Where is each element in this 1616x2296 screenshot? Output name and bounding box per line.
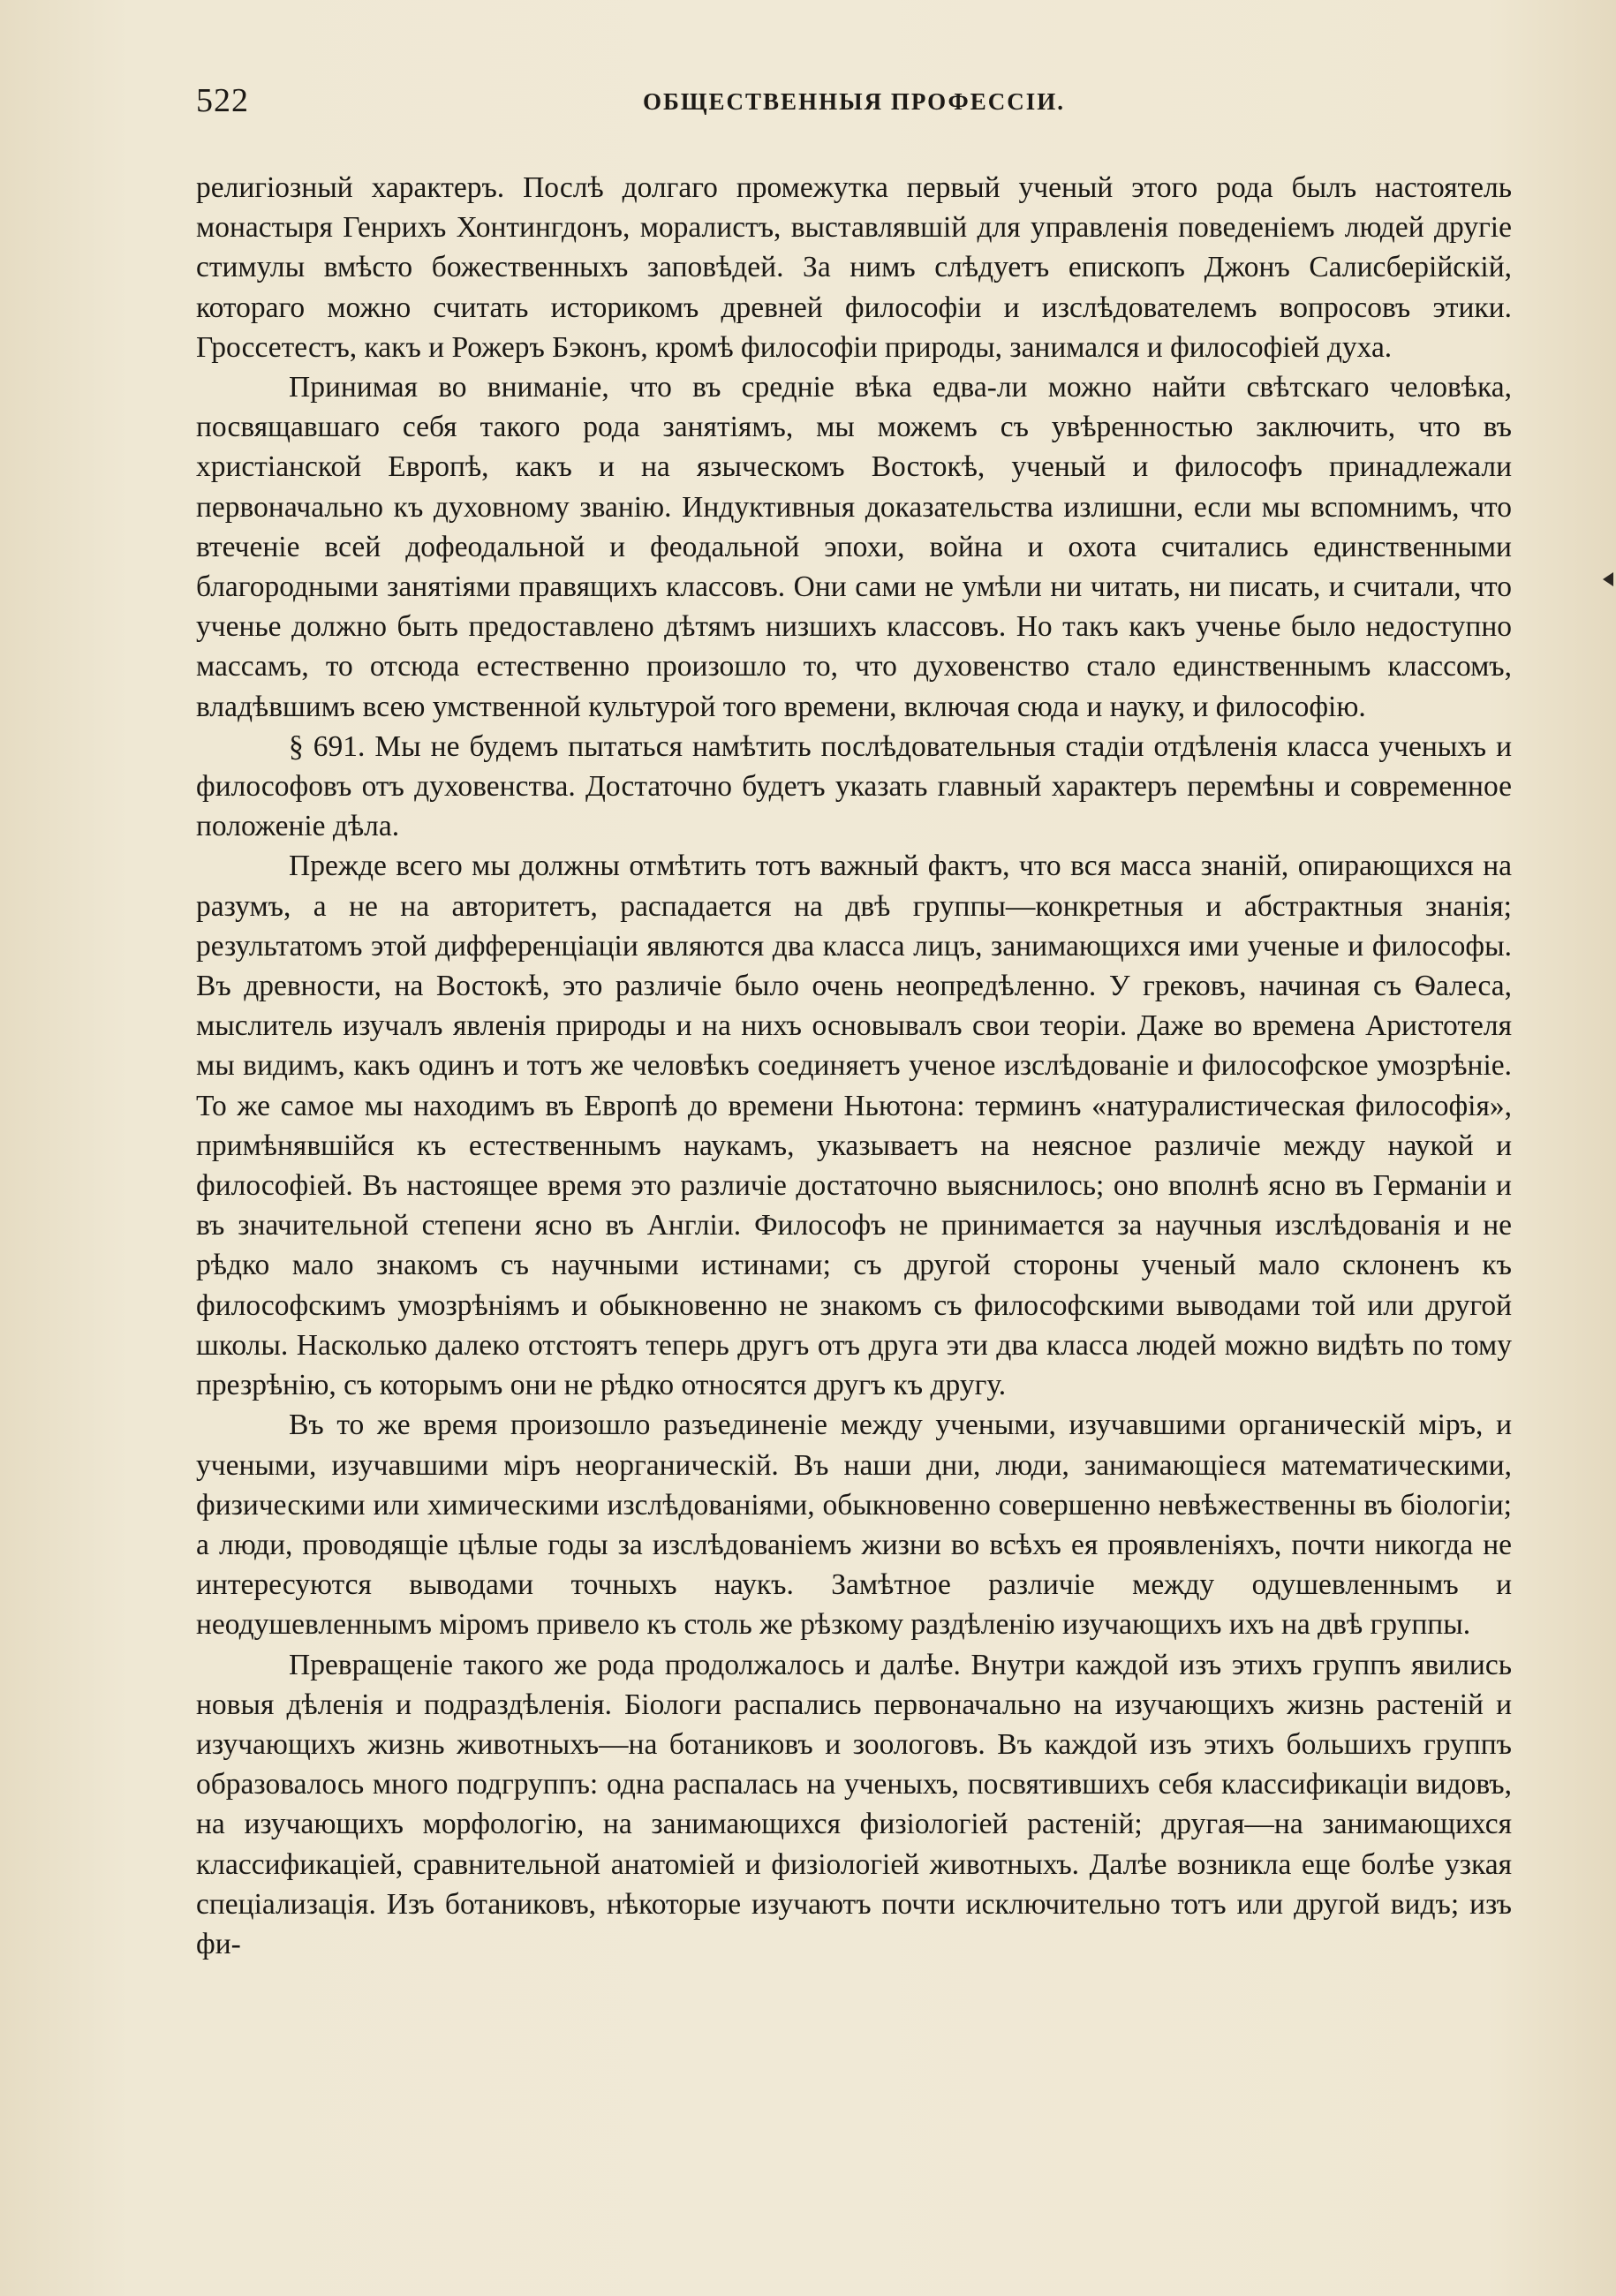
- page-number: 522: [196, 82, 249, 119]
- page-header: [196, 81, 1512, 124]
- paragraph-4: Прежде всего мы должны отмѣтить тотъ важный фактъ, что вся масса знаній, опирающихся на разумъ, а не на авторитетъ, распадается на двѣ группы—конкретныя и абстрактныя знанія; результатомъ этой дифференціаціи являются два класса лицъ, занимающихся ими ученые и философы. Въ древности, на Востокѣ, это различіе было очень неопредѣленно. У грековъ, начиная съ Ѳалеса, мыслитель изучалъ явленія природы и на нихъ основывалъ свои теоріи. Даже во времена Аристотеля мы видимъ, какъ одинъ и тотъ же человѣкъ соединяетъ ученое изслѣдованіе и философское умозрѣніе. То же самое мы находимъ въ Европѣ до времени Ньютона: терминъ «натуралистическая философія», примѣнявшійся къ естественнымъ наукамъ, указываетъ на неясное различіе между наукой и философіей. Въ настоящее время это различіе достаточно выяснилось; оно вполнѣ ясно въ Германіи и въ значительной степени ясно въ Англіи. Философъ не принимается за научныя изслѣдованія и не рѣдко мало знакомъ съ научными истинами; съ другой стороны ученый мало склоненъ къ философскимъ умозрѣніямъ и обыкновенно не знакомъ съ философскими выводами той или другой школы. Насколько далеко отстоятъ теперь другъ отъ друга эти два класса людей можно видѣть по тому презрѣнію, съ которымъ они не рѣдко относятся другъ къ другу.: [196, 850, 1512, 1402]
- paragraph-5: Въ то же время произошло разъединеніе между учеными, изучавшими органическій міръ, и учеными, изучавшими міръ неорганическій. Въ наши дни, люди, занимающіеся математическими, физическими или химическими изслѣдованіями, обыкновенно совершенно невѣжественны въ біологіи; а люди, проводящіе цѣлые годы за изслѣдованіемъ жизни во всѣхъ ея проявленіяхъ, почти никогда не интересуются выводами точныхъ наукъ. Замѣтное различіе между одушевленнымъ и неодушевленнымъ міромъ привело къ столь же рѣзкому раздѣленію изучающихъ ихъ на двѣ группы.: [196, 1409, 1512, 1642]
- paragraph-6: Превращеніе такого же рода продолжалось и далѣе. Внутри каждой изъ этихъ группъ явились новыя дѣленія и подраздѣленія. Біологи распались первоначально на изучающихъ жизнь растеній и изучающихъ жизнь животныхъ—на ботаниковъ и зоологовъ. Въ каждой изъ этихъ большихъ группъ образовалось много подгруппъ: одна распалась на ученыхъ, посвятившихъ себя классификаціи видовъ, на изучающихъ морфологію, на занимающихся физіологіей растеній; другая—на занимающихся классификаціей, сравнительной анатоміей и физіологіей животныхъ. Далѣе возникла еще болѣе узкая спеціализація. Изъ ботаниковъ, нѣкоторые изучаютъ почти исключительно тотъ или другой видъ; изъ фи-: [196, 1648, 1512, 1960]
- running-title: ОБЩЕСТВЕННЫЯ ПРОФЕССІИ.: [643, 88, 1065, 115]
- paragraph-2: Принимая во вниманіе, что въ средніе вѣка едва-ли можно найти свѣтскаго человѣка, посвящавшаго себя такого рода занятіямъ, мы можемъ съ увѣренностью заключить, что въ христіанской Европѣ, какъ и на языческомъ Востокѣ, ученый и философъ принадлежали первоначально къ духовному званію. Индуктивныя доказательства излишни, если мы вспомнимъ, что втеченіе всей дофеодальной и феодальной эпохи, война и охота считались единственными благородными занятіями правящихъ классовъ. Они сами не умѣли ни читать, ни писать, и считали, что ученье должно быть предоставлено дѣтямъ низшихъ классовъ. Но такъ какъ ученье было недоступно массамъ, то отсюда естественно произошло то, что духовенство стало единственнымъ классомъ, владѣвшимъ всею умственной культурой того времени, включая сюда и науку, и философію.: [196, 371, 1512, 723]
- body-text: [196, 168, 1512, 1964]
- page-edge-arrow-icon: [1603, 572, 1613, 586]
- paragraph-3-section-691: § 691. Мы не будемъ пытаться намѣтить послѣдовательныя стадіи отдѣленія класса ученыхъ и философовъ отъ духовенства. Достаточно будетъ указать главный характеръ перемѣны и современное положеніе дѣла.: [196, 729, 1512, 843]
- paragraph-1: религіозный характеръ. Послѣ долгаго промежутка первый ученый этого рода былъ настоятель монастыря Генрихъ Хонтингдонъ, моралистъ, выставлявшій для управленія поведеніемъ людей другіе стимулы вмѣсто божественныхъ заповѣдей. За нимъ слѣдуетъ епископъ Джонъ Салисберійскій, котораго можно считать историкомъ древней философіи и изслѣдователемъ вопросовъ этики. Гроссетестъ, какъ и Рожеръ Бэконъ, кромѣ философіи природы, занимался и философіей духа.: [196, 171, 1512, 364]
